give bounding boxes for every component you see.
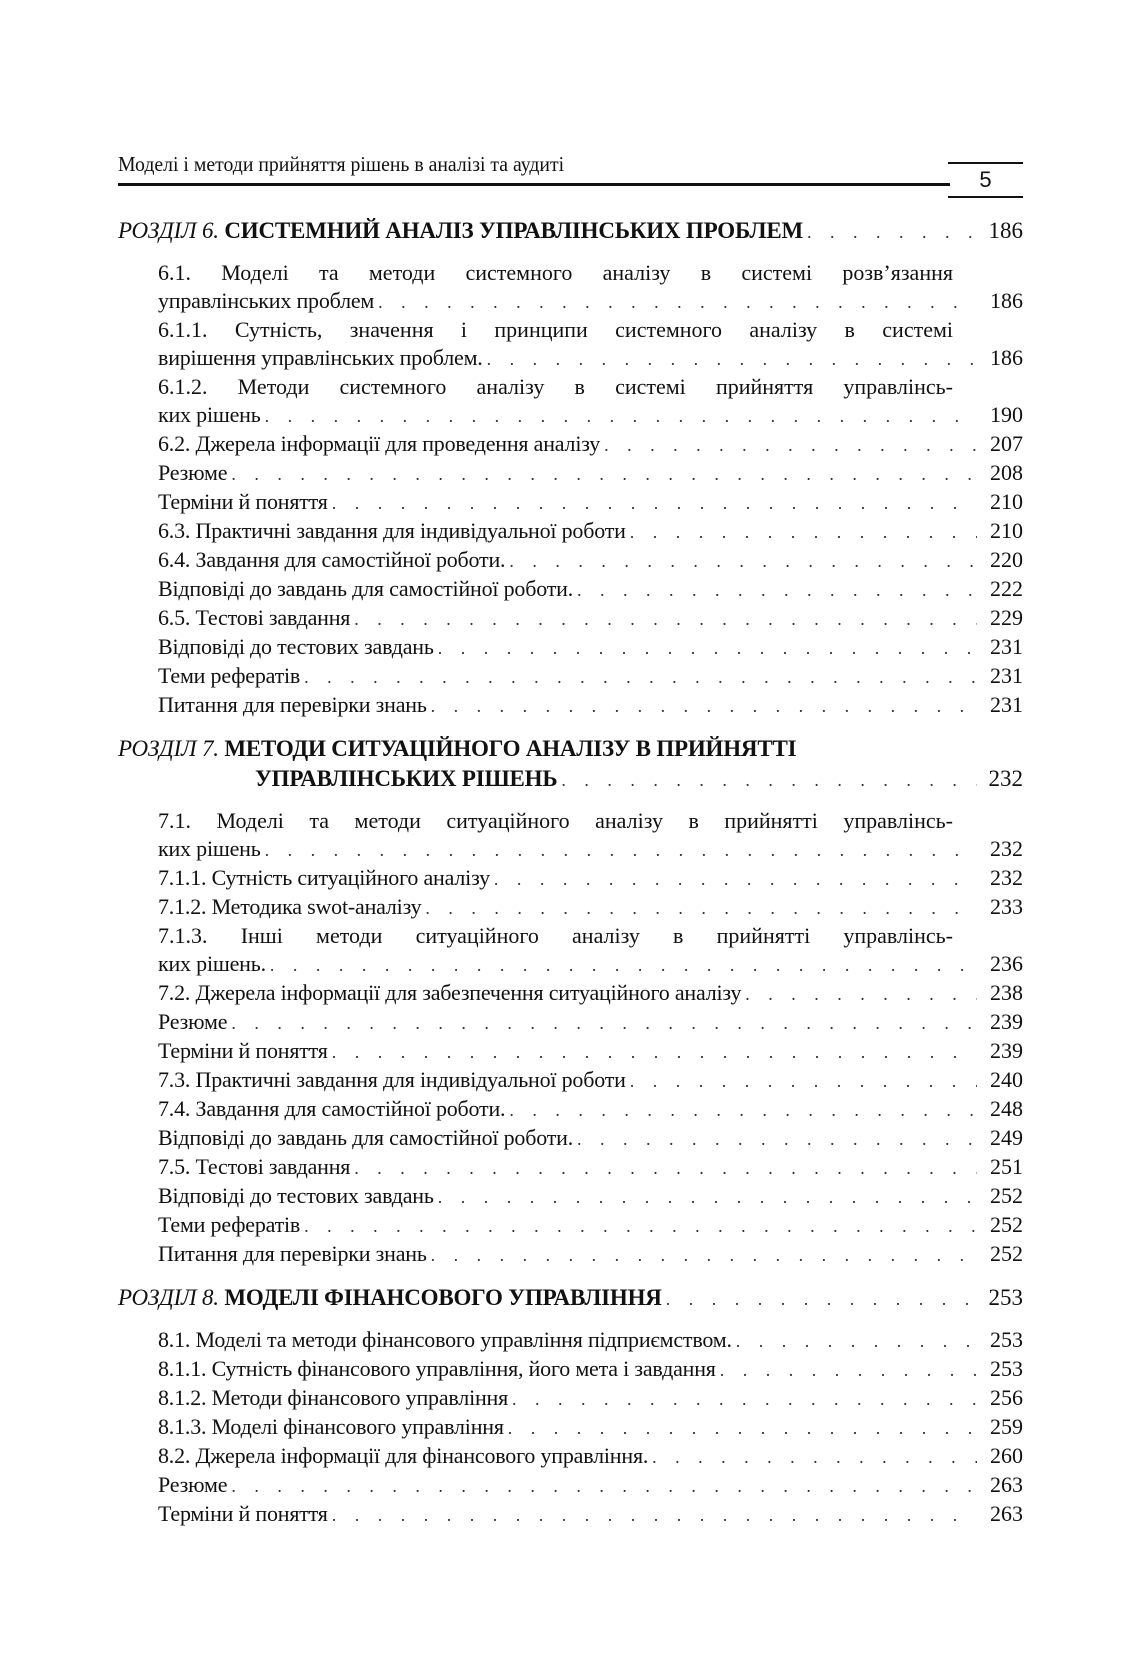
- toc-entry-text: Резюме: [158, 460, 228, 485]
- dot-leader: [304, 1212, 977, 1240]
- dot-leader: [509, 547, 977, 575]
- toc-entry-text: 6.3. Практичні завдання для індивідуальної роботи: [158, 518, 626, 543]
- chapter-page: 253: [988, 1285, 1023, 1310]
- toc-entry-text: Теми рефератів: [158, 663, 301, 688]
- toc-entry-line1[interactable]: 7.1. Моделі та методи ситуаційного аналізу в прийнятті управлінсь-: [158, 808, 953, 833]
- toc-entry-line1[interactable]: 6.1.2. Методи системного аналізу в системі прийняття управлінсь-: [158, 374, 953, 399]
- dot-leader: [438, 1183, 977, 1211]
- toc-entry-text: вирішення управлінських проблем.: [158, 345, 483, 370]
- toc-entry-text: Відповіді до тестових завдань: [158, 1183, 434, 1208]
- dot-leader: [431, 692, 977, 720]
- toc-entry-page: 253: [990, 1356, 1023, 1381]
- toc-entry[interactable]: [118, 633, 1023, 662]
- toc-entry-text: Резюме: [158, 1472, 228, 1497]
- chapter-page: 232: [988, 766, 1023, 791]
- dot-leader: [431, 1241, 977, 1269]
- toc-entry-page: 263: [990, 1501, 1023, 1526]
- chapter-gap: [118, 720, 1023, 734]
- toc-entry-page: 252: [990, 1183, 1023, 1208]
- dot-leader: [720, 1356, 977, 1384]
- chapter-label: РОЗДІЛ 8.: [118, 1285, 219, 1310]
- toc-entry[interactable]: [118, 893, 1023, 922]
- dot-leader: [265, 836, 977, 864]
- toc-entry-page: 238: [990, 980, 1023, 1005]
- toc-entry-page: 229: [990, 605, 1023, 630]
- dot-leader: [508, 1414, 977, 1442]
- chapter-title: СИСТЕМНИЙ АНАЛІЗ УПРАВЛІНСЬКИХ ПРОБЛЕМ: [224, 218, 803, 243]
- toc-entry-page: 231: [990, 663, 1023, 688]
- chapter-title-line2: УПРАВЛІНСЬКИХ РІШЕНЬ: [255, 766, 558, 791]
- dot-leader: [630, 1067, 977, 1095]
- toc-entry[interactable]: [118, 1384, 1023, 1413]
- chapter-label: РОЗДІЛ 6.: [118, 218, 219, 243]
- toc-entry-page: 231: [990, 634, 1023, 659]
- dot-leader: [425, 894, 977, 922]
- toc-entry-text: 6.5. Тестові завдання: [158, 605, 351, 630]
- toc-entry-page: 236: [990, 951, 1023, 976]
- toc-entry-text: 7.3. Практичні завдання для індивідуальної роботи: [158, 1067, 626, 1092]
- toc-entry-text: Терміни й поняття: [158, 1501, 328, 1526]
- toc-entry-page: 222: [990, 576, 1023, 601]
- toc-entry[interactable]: [118, 401, 1023, 430]
- header-rule: [118, 183, 950, 186]
- dot-leader: [509, 1096, 977, 1124]
- dot-leader: [652, 1443, 977, 1471]
- toc-entry-page: 232: [990, 836, 1023, 861]
- toc-entry-page: 232: [990, 865, 1023, 890]
- toc-entry[interactable]: [118, 1153, 1023, 1182]
- heading-gap: [118, 1314, 1023, 1326]
- toc-entry-text: 7.4. Завдання для самостійної роботи.: [158, 1096, 506, 1121]
- toc-entry[interactable]: [118, 1211, 1023, 1240]
- toc-entry[interactable]: [118, 488, 1023, 517]
- dot-leader: [231, 1472, 977, 1500]
- toc-entry-text: 7.1.1. Сутність ситуаційного аналізу: [158, 865, 490, 890]
- toc-entry-page: 239: [990, 1009, 1023, 1034]
- toc-entry-text: Відповіді до завдань для самостійної роботи.: [158, 1125, 574, 1150]
- toc-entry[interactable]: [118, 1355, 1023, 1384]
- toc-entry[interactable]: [118, 1008, 1023, 1037]
- chapter-page: 186: [988, 218, 1023, 243]
- toc-entry-text: 6.2. Джерела інформації для проведення аналізу: [158, 431, 601, 456]
- toc-entry-line1[interactable]: 7.1.3. Інші методи ситуаційного аналізу в прийнятті управлінсь-: [158, 923, 953, 948]
- dot-leader: [577, 1125, 977, 1153]
- dot-leader: [332, 1038, 977, 1066]
- toc-entry-text: Питання для перевірки знань: [158, 1241, 427, 1266]
- toc-entry-page: 248: [990, 1096, 1023, 1121]
- heading-gap: [118, 247, 1023, 259]
- dot-leader: [354, 1154, 977, 1182]
- toc-entry[interactable]: [118, 430, 1023, 459]
- toc-entry[interactable]: [118, 517, 1023, 546]
- dot-leader: [604, 431, 977, 459]
- toc-entry[interactable]: [118, 575, 1023, 604]
- toc-entry[interactable]: [118, 1037, 1023, 1066]
- toc-entry-line1[interactable]: 6.1. Моделі та методи системного аналізу в системі розв’язання: [158, 260, 953, 285]
- toc-entry[interactable]: [118, 864, 1023, 893]
- chapter-heading[interactable]: [118, 734, 1023, 764]
- toc-entry[interactable]: [118, 1066, 1023, 1095]
- toc-entry-page: 207: [990, 431, 1023, 456]
- toc-entry-text: Терміни й поняття: [158, 1038, 328, 1063]
- chapter-title: МЕТОДИ СИТУАЦІЙНОГО АНАЛІЗУ В ПРИЙНЯТТІ: [224, 736, 797, 761]
- toc-entry-text: 8.1.1. Сутність фінансового управління, його мета і завдання: [158, 1356, 716, 1381]
- toc-entry-page: 256: [990, 1385, 1023, 1410]
- toc-entry-text: управлінських проблем: [158, 288, 375, 313]
- toc-entry-text: Резюме: [158, 1009, 228, 1034]
- page-number: 5: [948, 162, 1023, 198]
- toc-entry[interactable]: [118, 287, 1023, 316]
- toc-entry-page: 252: [990, 1241, 1023, 1266]
- dot-leader: [630, 518, 977, 546]
- dot-leader: [378, 288, 977, 316]
- toc-entry[interactable]: [118, 1500, 1023, 1529]
- chapter-heading[interactable]: [118, 1283, 1023, 1314]
- toc-entry-page: 252: [990, 1212, 1023, 1237]
- dot-leader: [354, 605, 977, 633]
- toc-entry-page: 239: [990, 1038, 1023, 1063]
- toc-entry-page: 186: [990, 288, 1023, 313]
- toc-entry-text: Терміни й поняття: [158, 489, 328, 514]
- dot-leader: [332, 1501, 977, 1529]
- toc-entry[interactable]: [118, 546, 1023, 575]
- toc-entry[interactable]: [118, 344, 1023, 373]
- toc-entry-page: 210: [990, 489, 1023, 514]
- toc-entry[interactable]: [118, 1240, 1023, 1269]
- toc-entry-text: 8.1.2. Методи фінансового управління: [158, 1385, 509, 1410]
- heading-gap: [118, 795, 1023, 807]
- toc-entry-text: 6.4. Завдання для самостійної роботи.: [158, 547, 506, 572]
- toc-entry-page: 249: [990, 1125, 1023, 1150]
- toc-entry-page: 208: [990, 460, 1023, 485]
- toc-entry[interactable]: [118, 835, 1023, 864]
- chapter-gap: [118, 1269, 1023, 1283]
- toc-entry-text: Відповіді до завдань для самостійної роботи.: [158, 576, 574, 601]
- toc-entry-text: ких рішень: [158, 402, 261, 427]
- toc-entry[interactable]: [118, 1124, 1023, 1153]
- toc-entry[interactable]: [118, 1182, 1023, 1211]
- toc-entry-text: 8.1.3. Моделі фінансового управління: [158, 1414, 504, 1439]
- toc-entry-text: Теми рефератів: [158, 1212, 301, 1237]
- toc-entry[interactable]: [118, 459, 1023, 488]
- dot-leader: [438, 634, 977, 662]
- toc-entry[interactable]: [118, 691, 1023, 720]
- chapter-label: РОЗДІЛ 7.: [118, 736, 219, 761]
- toc-entry-page: 231: [990, 692, 1023, 717]
- toc-entry-text: Питання для перевірки знань: [158, 692, 427, 717]
- dot-leader: [487, 345, 977, 373]
- toc-entry-page: 240: [990, 1067, 1023, 1092]
- toc-entry-text: ких рішень: [158, 836, 261, 861]
- chapter-title: МОДЕЛІ ФІНАНСОВОГО УПРАВЛІННЯ: [224, 1285, 662, 1310]
- dot-leader: [512, 1385, 977, 1413]
- dot-leader: [666, 1284, 977, 1314]
- dot-leader: [736, 1327, 977, 1355]
- running-header: [118, 150, 948, 186]
- chapter-heading[interactable]: [118, 216, 1023, 247]
- toc-entry-page: 259: [990, 1414, 1023, 1439]
- toc-entry-page: 251: [990, 1154, 1023, 1179]
- dot-leader: [231, 1009, 977, 1037]
- toc-entry-text: 7.2. Джерела інформації для забезпечення ситуаційного аналізу: [158, 980, 742, 1005]
- toc-entry[interactable]: [118, 1413, 1023, 1442]
- toc-entry-page: 220: [990, 547, 1023, 572]
- toc-entry-text: ких рішень.: [158, 951, 266, 976]
- toc-entry[interactable]: [118, 979, 1023, 1008]
- toc-entry-text: 8.2. Джерела інформації для фінансового управління.: [158, 1443, 649, 1468]
- toc-entry-page: 186: [990, 345, 1023, 370]
- dot-leader: [745, 980, 977, 1008]
- toc-entry[interactable]: [118, 604, 1023, 633]
- chapter-heading-continued[interactable]: [118, 764, 1023, 795]
- toc-entry[interactable]: [118, 1471, 1023, 1500]
- dot-leader: [577, 576, 977, 604]
- toc-entry-text: 7.5. Тестові завдання: [158, 1154, 351, 1179]
- toc-entry-page: 263: [990, 1472, 1023, 1497]
- toc-entry-text: 8.1. Моделі та методи фінансового управління підприємством.: [158, 1327, 732, 1352]
- toc-entry-page: 233: [990, 894, 1023, 919]
- dot-leader: [270, 951, 977, 979]
- toc-entry[interactable]: [118, 950, 1023, 979]
- dot-leader: [561, 765, 977, 795]
- toc-entry-text: 7.1.2. Методика swot-аналізу: [158, 894, 422, 919]
- dot-leader: [265, 402, 977, 430]
- toc-entry-page: 210: [990, 518, 1023, 543]
- dot-leader: [332, 489, 977, 517]
- toc-entry[interactable]: [118, 1442, 1023, 1471]
- table-of-contents: [118, 216, 1023, 1529]
- toc-entry[interactable]: [118, 1095, 1023, 1124]
- toc-entry-page: 253: [990, 1327, 1023, 1352]
- toc-entry-page: 260: [990, 1443, 1023, 1468]
- toc-entry-text: Відповіді до тестових завдань: [158, 634, 434, 659]
- dot-leader: [231, 460, 977, 488]
- running-title: Моделі і методи прийняття рішень в аналізі та аудиті: [118, 152, 565, 176]
- toc-entry-page: 190: [990, 402, 1023, 427]
- dot-leader: [304, 663, 977, 691]
- toc-entry[interactable]: [118, 1326, 1023, 1355]
- dot-leader: [494, 865, 977, 893]
- toc-entry[interactable]: [118, 662, 1023, 691]
- toc-entry-line1[interactable]: 6.1.1. Сутність, значення і принципи системного аналізу в системі: [158, 317, 953, 342]
- dot-leader: [807, 217, 977, 247]
